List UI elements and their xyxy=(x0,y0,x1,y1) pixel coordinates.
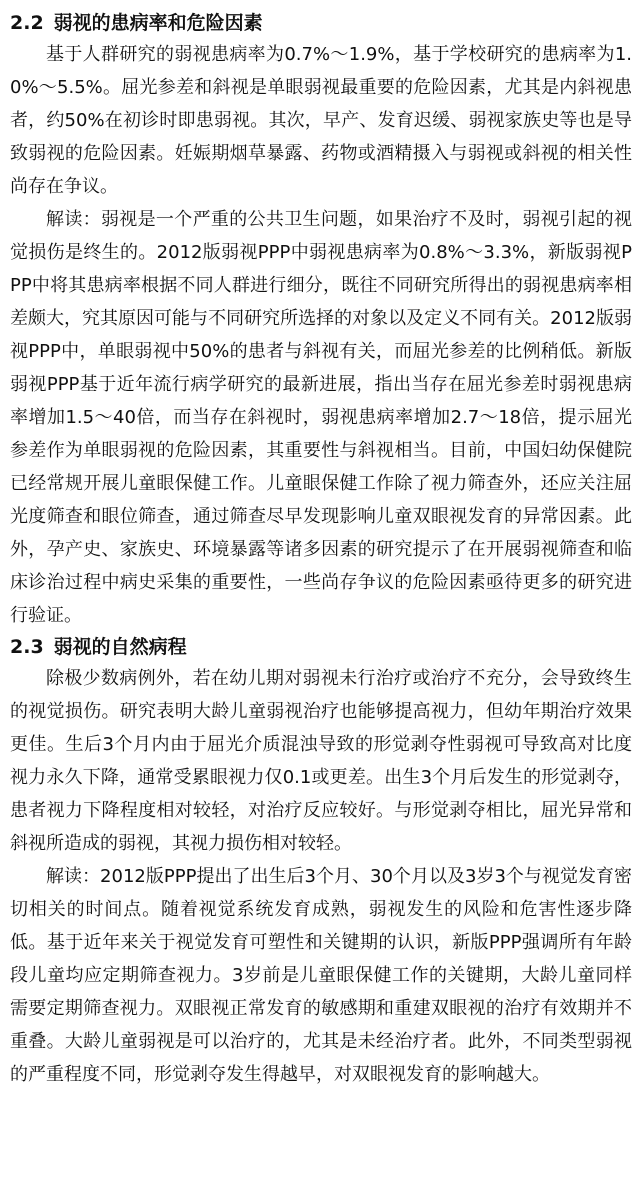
section-heading xyxy=(10,632,632,662)
section-number: 2.3 xyxy=(10,636,44,658)
section-title-text: 弱视的患病率和危险因素 xyxy=(53,12,263,34)
body-paragraph: 基于人群研究的弱视患病率为0.7%～1.9%，基于学校研究的患病率为1.0%～5.5%。屈光参差和斜视是单眼弱视最重要的危险因素，尤其是内斜视患者，约50%在初诊时即患弱视。其次，早产、发育迟缓、弱视家族史等也是导致弱视的危险因素。妊娠期烟草暴露、药物或酒精摄入与弱视或斜视的相关性尚存在争议。 xyxy=(10,44,632,197)
interpretation-paragraph: 解读：2012版PPP提出了出生后3个月、30个月以及3岁3个与视觉发育密切相关的时间点。随着视觉系统发育成熟，弱视发生的风险和危害性逐步降低。基于近年来关于视觉发育可塑性和关键期的认识，新版PPP强调所有年龄段儿童均应定期筛查视力。3岁前是儿童眼保健工作的关键期，大龄儿童同样需要定期筛查视力。双眼视正常发育的敏感期和重建双眼视的治疗有效期并不重叠。大龄儿童弱视是可以治疗的，尤其是未经治疗者。此外，不同类型弱视的严重程度不同，形觉剥夺发生得越早，对双眼视发育的影响越大。 xyxy=(10,866,632,1085)
section-title-text: 弱视的自然病程 xyxy=(53,636,187,658)
section-number: 2.2 xyxy=(10,12,44,34)
body-paragraph: 除极少数病例外，若在幼儿期对弱视未行治疗或治疗不充分，会导致终生的视觉损伤。研究表明大龄儿童弱视治疗也能够提高视力，但幼年期治疗效果更佳。生后3个月内由于屈光介质混浊导致的形觉剥夺性弱视可导致高对比度视力永久下降，通常受累眼视力仅0.1或更差。出生3个月后发生的形觉剥夺，患者视力下降程度相对较轻，对治疗反应较好。与形觉剥夺相比，屈光异常和斜视所造成的弱视，其视力损伤相对较轻。 xyxy=(10,668,632,854)
section-heading xyxy=(10,8,632,38)
interpretation-paragraph: 解读：弱视是一个严重的公共卫生问题，如果治疗不及时，弱视引起的视觉损伤是终生的。2012版弱视PPP中弱视患病率为0.8%～3.3%，新版弱视PPP中将其患病率根据不同人群进行细分，既往不同研究所得出的弱视患病率相差颇大，究其原因可能与不同研究所选择的对象以及定义不同有关。2012版弱视PPP中，单眼弱视中50%的患者与斜视有关，而屈光参差的比例稍低。新版弱视PPP基于近年流行病学研究的最新进展，指出当存在屈光参差时弱视患病率增加1.5～40倍，而当存在斜视时，弱视患病率增加2.7～18倍，提示屈光参差作为单眼弱视的危险因素，其重要性与斜视相当。目前，中国妇幼保健院已经常规开展儿童眼保健工作。儿童眼保健工作除了视力筛查外，还应关注屈光度筛查和眼位筛查，通过筛查尽早发现影响儿童双眼视发育的异常因素。此外，孕产史、家族史、环境暴露等诸多因素的研究提示了在开展弱视筛查和临床诊治过程中病史采集的重要性，一些尚存争议的危险因素亟待更多的研究进行验证。 xyxy=(10,209,632,626)
